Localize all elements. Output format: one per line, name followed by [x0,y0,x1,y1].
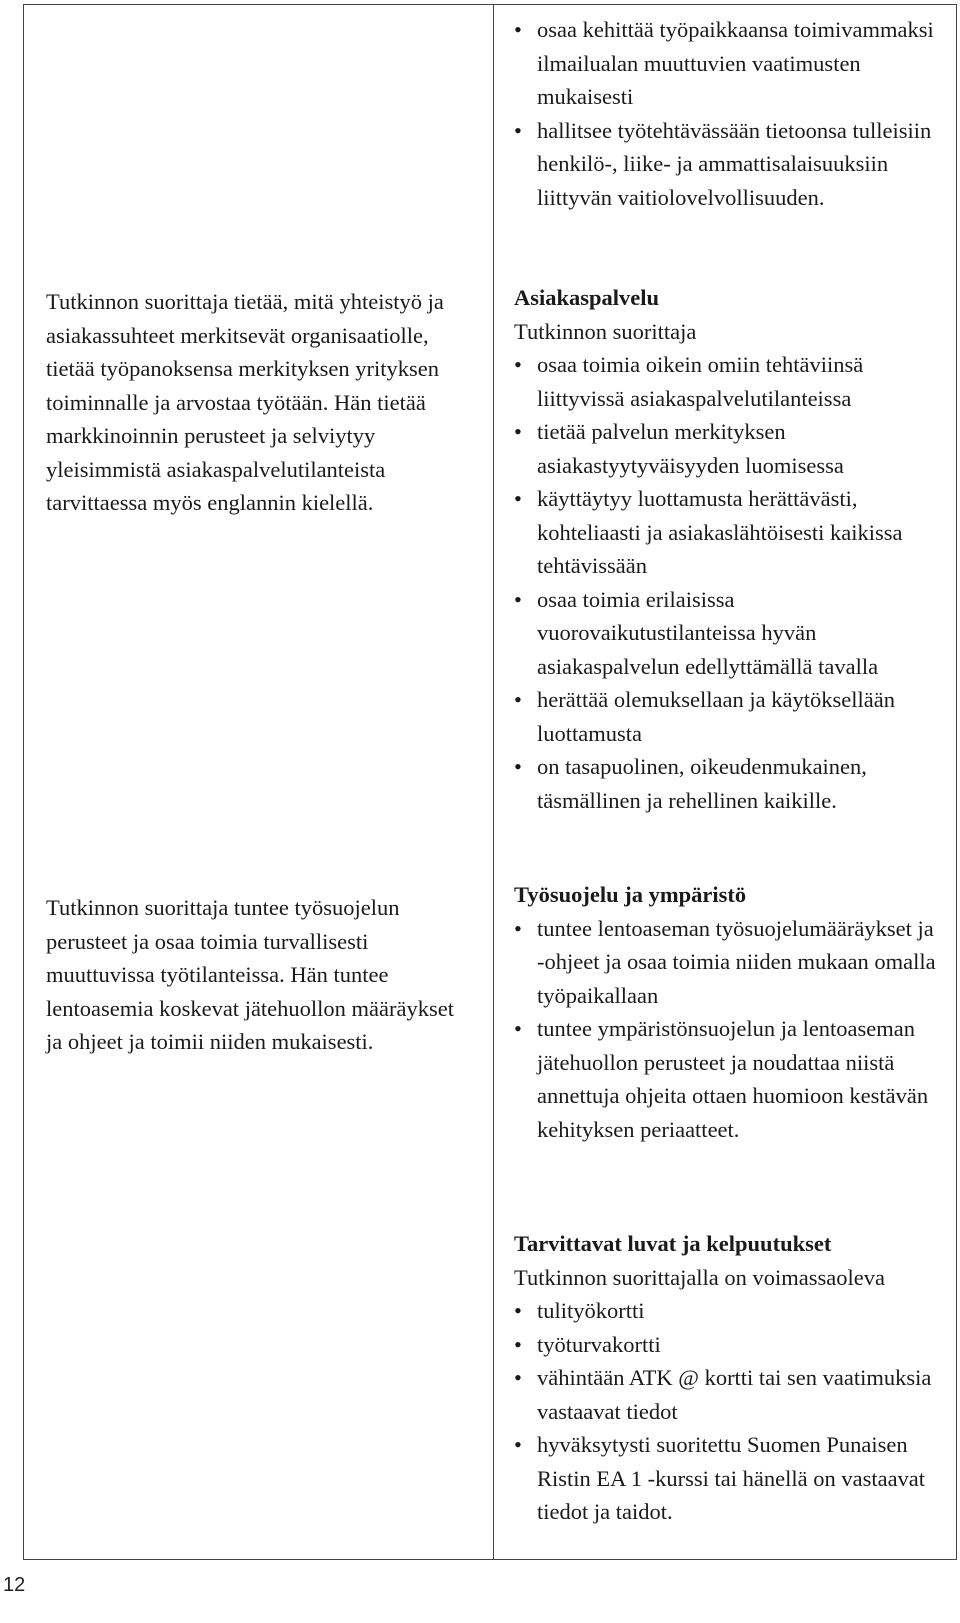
list-item: • tuntee ympäristönsuojelun ja lentoaseman jätehuollon perusteet ja noudattaa niistä annettuja ohjeita ottaen huomioon kestävän kehityksen periaatteet. [514,1012,944,1146]
section-lead-permits: Tutkinnon suorittajalla on voimassaoleva [514,1264,886,1290]
list-item: • työturvakortti [514,1328,944,1362]
column-divider [493,5,494,1559]
left-paragraph-safety: Tutkinnon suorittaja tuntee työsuojelun perusteet ja osaa toimia turvallisesti muuttuvissa työtilanteissa. Hän tuntee lentoasemia koskevat jätehuollon määräykset ja ohjeet ja toimii niiden mukaisesti. [46,895,454,1054]
section-heading-safety: Työsuojelu ja ympäristö [514,882,747,907]
list-item: • osaa toimia erilaisissa vuorovaikutustilanteissa hyvän asiakaspalvelun edellyttämällä tavalla [514,583,944,684]
list-item: • osaa toimia oikein omiin tehtäviinsä liittyvissä asiakaspalvelutilanteissa [514,348,944,415]
safety-bullet-list [514,912,944,1147]
right-cell-safety [514,878,944,1146]
list-item: • on tasapuolinen, oikeudenmukainen, täsmällinen ja rehellinen kaikille. [514,750,944,817]
right-cell-customer-service [514,281,944,817]
continued-bullet-list [514,13,944,214]
section-heading-permits: Tarvittavat luvat ja kelpuutukset [514,1231,832,1256]
right-cell-continued-list [514,13,944,214]
list-item: • tuntee lentoaseman työsuojelumääräykset ja -ohjeet ja osaa toimia niiden mukaan omalla työpaikallaan [514,912,944,1013]
page-number: 12 [3,1574,26,1596]
section-lead-customer-service: Tutkinnon suorittaja [514,318,697,344]
list-item: • osaa kehittää työpaikkaansa toimivammaksi ilmailualan muuttuvien vaatimusten mukaisesti [514,13,944,114]
list-item: • vähintään ATK @ kortti tai sen vaatimuksia vastaavat tiedot [514,1361,944,1428]
section-heading-customer-service: Asiakaspalvelu [514,285,660,310]
permits-bullet-list [514,1294,944,1529]
left-cell-customer-service [46,285,471,520]
content-table [23,4,957,1560]
list-item: • hyväksytysti suoritettu Suomen Punaisen Ristin EA 1 -kurssi tai hänellä on vastaavat tiedot ja taidot. [514,1428,944,1529]
list-item: • hallitsee työtehtävässään tietoonsa tulleisiin henkilö-, liike- ja ammattisalaisuuksiin liittyvän vaitiolovelvollisuuden. [514,114,944,215]
list-item: • tulityökortti [514,1294,944,1328]
right-cell-permits [514,1227,944,1529]
list-item: • tietää palvelun merkityksen asiakastyytyväisyyden luomisessa [514,415,944,482]
left-cell-safety [46,891,471,1059]
list-item: • herättää olemuksellaan ja käytöksellään luottamusta [514,683,944,750]
list-item: • käyttäytyy luottamusta herättävästi, kohteliaasti ja asiakaslähtöisesti kaikissa tehtävissään [514,482,944,583]
left-paragraph-customer-service: Tutkinnon suorittaja tietää, mitä yhteistyö ja asiakassuhteet merkitsevät organisaatiolle, tietää työpanoksensa merkityksen yrityksen toiminnalle ja arvostaa työtään. Hän tietää markkinoinnin perusteet ja selviytyy yleisimmistä asiakaspalvelutilanteista tarvittaessa myös englannin kielellä. [46,289,444,515]
customer-service-bullet-list [514,348,944,817]
